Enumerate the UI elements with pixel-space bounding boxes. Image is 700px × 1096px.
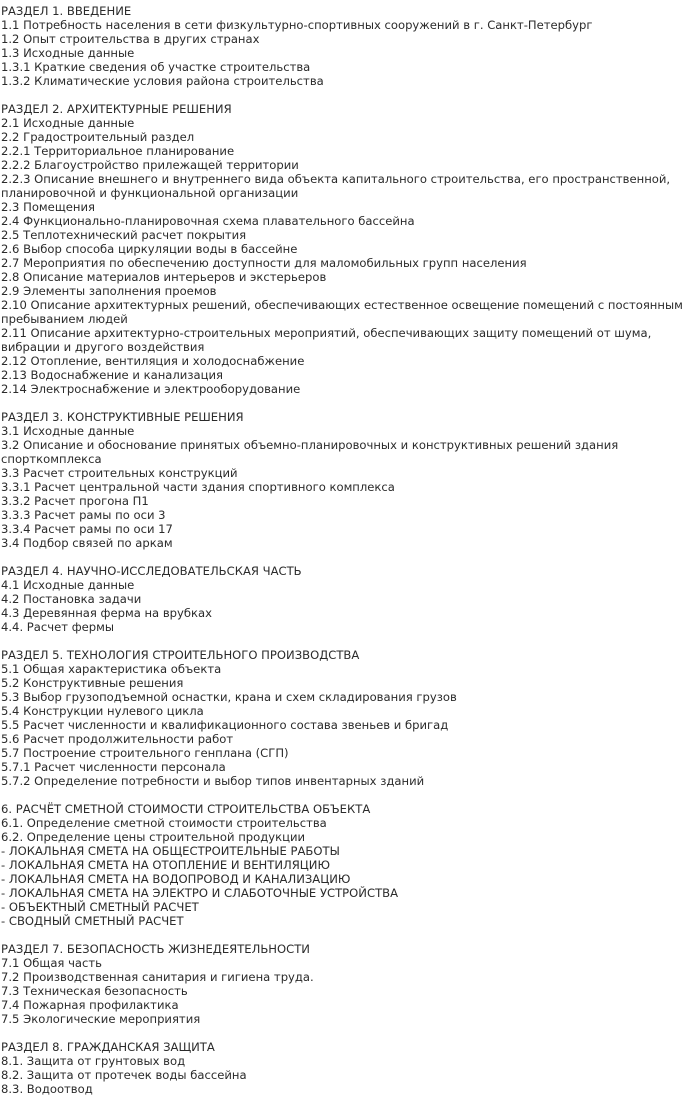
section-heading: 6. РАСЧЁТ СМЕТНОЙ СТОИМОСТИ СТРОИТЕЛЬСТВА ОБЪЕКТА xyxy=(1,802,371,816)
toc-section-2 xyxy=(1,102,700,396)
toc-item: 4.2 Постановка задачи xyxy=(1,592,142,606)
toc-item: 4.1 Исходные данные xyxy=(1,578,135,592)
toc-item: 2.5 Теплотехнический расчет покрытия xyxy=(1,228,247,242)
toc-item: 3.1 Исходные данные xyxy=(1,424,135,438)
toc-item: 2.14 Электроснабжение и электрооборудование xyxy=(1,382,301,396)
toc-item: 3.3.4 Расчет рамы по оси 17 xyxy=(1,522,173,536)
toc-item: 3.3.2 Расчет прогона П1 xyxy=(1,494,149,508)
toc-section-8 xyxy=(1,1040,700,1096)
section-heading: РАЗДЕЛ 7. БЕЗОПАСНОСТЬ ЖИЗНЕДЕЯТЕЛЬНОСТИ xyxy=(1,942,310,956)
toc-item: 3.2 Описание и обоснование принятых объемно-планировочных и конструктивных решений здания спорткомплекса xyxy=(1,438,619,466)
toc-item: 1.3.1 Краткие сведения об участке строительства xyxy=(1,60,311,74)
toc-item: 7.4 Пожарная профилактика xyxy=(1,998,179,1012)
toc-item: 2.1 Исходные данные xyxy=(1,116,135,130)
toc-section-7 xyxy=(1,942,700,1026)
toc-item: 5.5 Расчет численности и квалификационного состава звеньев и бригад xyxy=(1,718,449,732)
toc-item: 2.2.1 Территориальное планирование xyxy=(1,144,235,158)
toc-item: 2.2.3 Описание внешнего и внутреннего вида объекта капитального строительства, его пространственной, планировочной и функциональной организации xyxy=(1,172,671,200)
toc-item: 2.13 Водоснабжение и канализация xyxy=(1,368,224,382)
toc-item: - ЛОКАЛЬНАЯ СМЕТА НА ЭЛЕКТРО И СЛАБОТОЧНЫЕ УСТРОЙСТВА xyxy=(1,886,399,900)
toc-item: 2.7 Мероприятия по обеспечению доступности для маломобильных групп населения xyxy=(1,256,527,270)
toc-item: 2.3 Помещения xyxy=(1,200,95,214)
toc-item: 3.3.3 Расчет рамы по оси 3 xyxy=(1,508,166,522)
toc-section-3 xyxy=(1,410,700,550)
toc-item: 1.3 Исходные данные xyxy=(1,46,135,60)
section-heading: РАЗДЕЛ 8. ГРАЖДАНСКАЯ ЗАЩИТА xyxy=(1,1040,215,1054)
toc-item: 4.3 Деревянная ферма на врубках xyxy=(1,606,213,620)
toc-item: 1.1 Потребность населения в сети физкультурно-спортивных сооружений в г. Санкт-Петербург xyxy=(1,18,593,32)
toc-item: 7.3 Техническая безопасность xyxy=(1,984,188,998)
toc-item: 5.6 Расчет продолжительности работ xyxy=(1,732,234,746)
toc-item: 3.3 Расчет строительных конструкций xyxy=(1,466,238,480)
toc-item: 2.9 Элементы заполнения проемов xyxy=(1,284,217,298)
toc-item: - СВОДНЫЙ СМЕТНЫЙ РАСЧЕТ xyxy=(1,914,184,928)
toc-item: - ОБЪЕКТНЫЙ СМЕТНЫЙ РАСЧЕТ xyxy=(1,900,199,914)
toc-item: 5.7.2 Определение потребности и выбор типов инвентарных зданий xyxy=(1,774,425,788)
toc-item: 5.3 Выбор грузоподъемной оснастки, крана и схем складирования грузов xyxy=(1,690,457,704)
toc-item: 7.2 Производственная санитария и гигиена труда. xyxy=(1,970,314,984)
section-heading: РАЗДЕЛ 3. КОНСТРУКТИВНЫЕ РЕШЕНИЯ xyxy=(1,410,244,424)
toc-item: 2.2.2 Благоустройство прилежащей территории xyxy=(1,158,299,172)
section-heading: РАЗДЕЛ 1. ВВЕДЕНИЕ xyxy=(1,4,132,18)
toc-item: 2.4 Функционально-планировочная схема плавательного бассейна xyxy=(1,214,415,228)
toc-item: 1.2 Опыт строительства в других странах xyxy=(1,32,260,46)
toc-item: 2.10 Описание архитектурных решений, обеспечивающих естественное освещение помещений с постоянным пребыванием людей xyxy=(1,298,683,326)
toc-item: - ЛОКАЛЬНАЯ СМЕТА НА ВОДОПРОВОД И КАНАЛИЗАЦИЮ xyxy=(1,872,351,886)
toc-section-4 xyxy=(1,564,700,634)
toc-item: 2.11 Описание архитектурно-строительных мероприятий, обеспечивающих защиту помещений от шума, вибрации и другого воздействия xyxy=(1,326,652,354)
toc-item: 8.2. Защита от протечек воды бассейна xyxy=(1,1068,247,1082)
section-heading: РАЗДЕЛ 2. АРХИТЕКТУРНЫЕ РЕШЕНИЯ xyxy=(1,102,232,116)
toc-item: 1.3.2 Климатические условия района строительства xyxy=(1,74,324,88)
toc-item: 5.2 Конструктивные решения xyxy=(1,676,184,690)
toc-item: 5.4 Конструкции нулевого цикла xyxy=(1,704,204,718)
toc-item: 2.8 Описание материалов интерьеров и экстерьеров xyxy=(1,270,327,284)
toc-section-6 xyxy=(1,802,700,928)
toc-item: 5.7 Построение строительного генплана (СГП) xyxy=(1,746,289,760)
toc-item: 6.1. Определение сметной стоимости строительства xyxy=(1,816,327,830)
toc-item: 2.12 Отопление, вентиляция и холодоснабжение xyxy=(1,354,305,368)
toc-item: - ЛОКАЛЬНАЯ СМЕТА НА ОТОПЛЕНИЕ И ВЕНТИЛЯЦИЮ xyxy=(1,858,330,872)
toc-item: 3.3.1 Расчет центральной части здания спортивного комплекса xyxy=(1,480,395,494)
toc-item: 4.4. Расчет фермы xyxy=(1,620,115,634)
section-heading: РАЗДЕЛ 5. ТЕХНОЛОГИЯ СТРОИТЕЛЬНОГО ПРОИЗВОДСТВА xyxy=(1,648,360,662)
toc-item: 8.3. Водоотвод xyxy=(1,1082,93,1096)
toc-item: 6.2. Определение цены строительной продукции xyxy=(1,830,306,844)
toc-section-1 xyxy=(1,4,700,88)
section-heading: РАЗДЕЛ 4. НАУЧНО-ИССЛЕДОВАТЕЛЬСКАЯ ЧАСТЬ xyxy=(1,564,302,578)
toc-section-5 xyxy=(1,648,700,788)
toc-item: 7.5 Экологические мероприятия xyxy=(1,1012,201,1026)
toc-item: - ЛОКАЛЬНАЯ СМЕТА НА ОБЩЕСТРОИТЕЛЬНЫЕ РАБОТЫ xyxy=(1,844,340,858)
toc-item: 2.2 Градостроительный раздел xyxy=(1,130,195,144)
toc-item: 3.4 Подбор связей по аркам xyxy=(1,536,173,550)
toc-item: 7.1 Общая часть xyxy=(1,956,102,970)
toc-item: 5.7.1 Расчет численности персонала xyxy=(1,760,226,774)
toc-item: 5.1 Общая характеристика объекта xyxy=(1,662,222,676)
toc-item: 2.6 Выбор способа циркуляции воды в бассейне xyxy=(1,242,298,256)
toc-item: 8.1. Защита от грунтовых вод xyxy=(1,1054,186,1068)
